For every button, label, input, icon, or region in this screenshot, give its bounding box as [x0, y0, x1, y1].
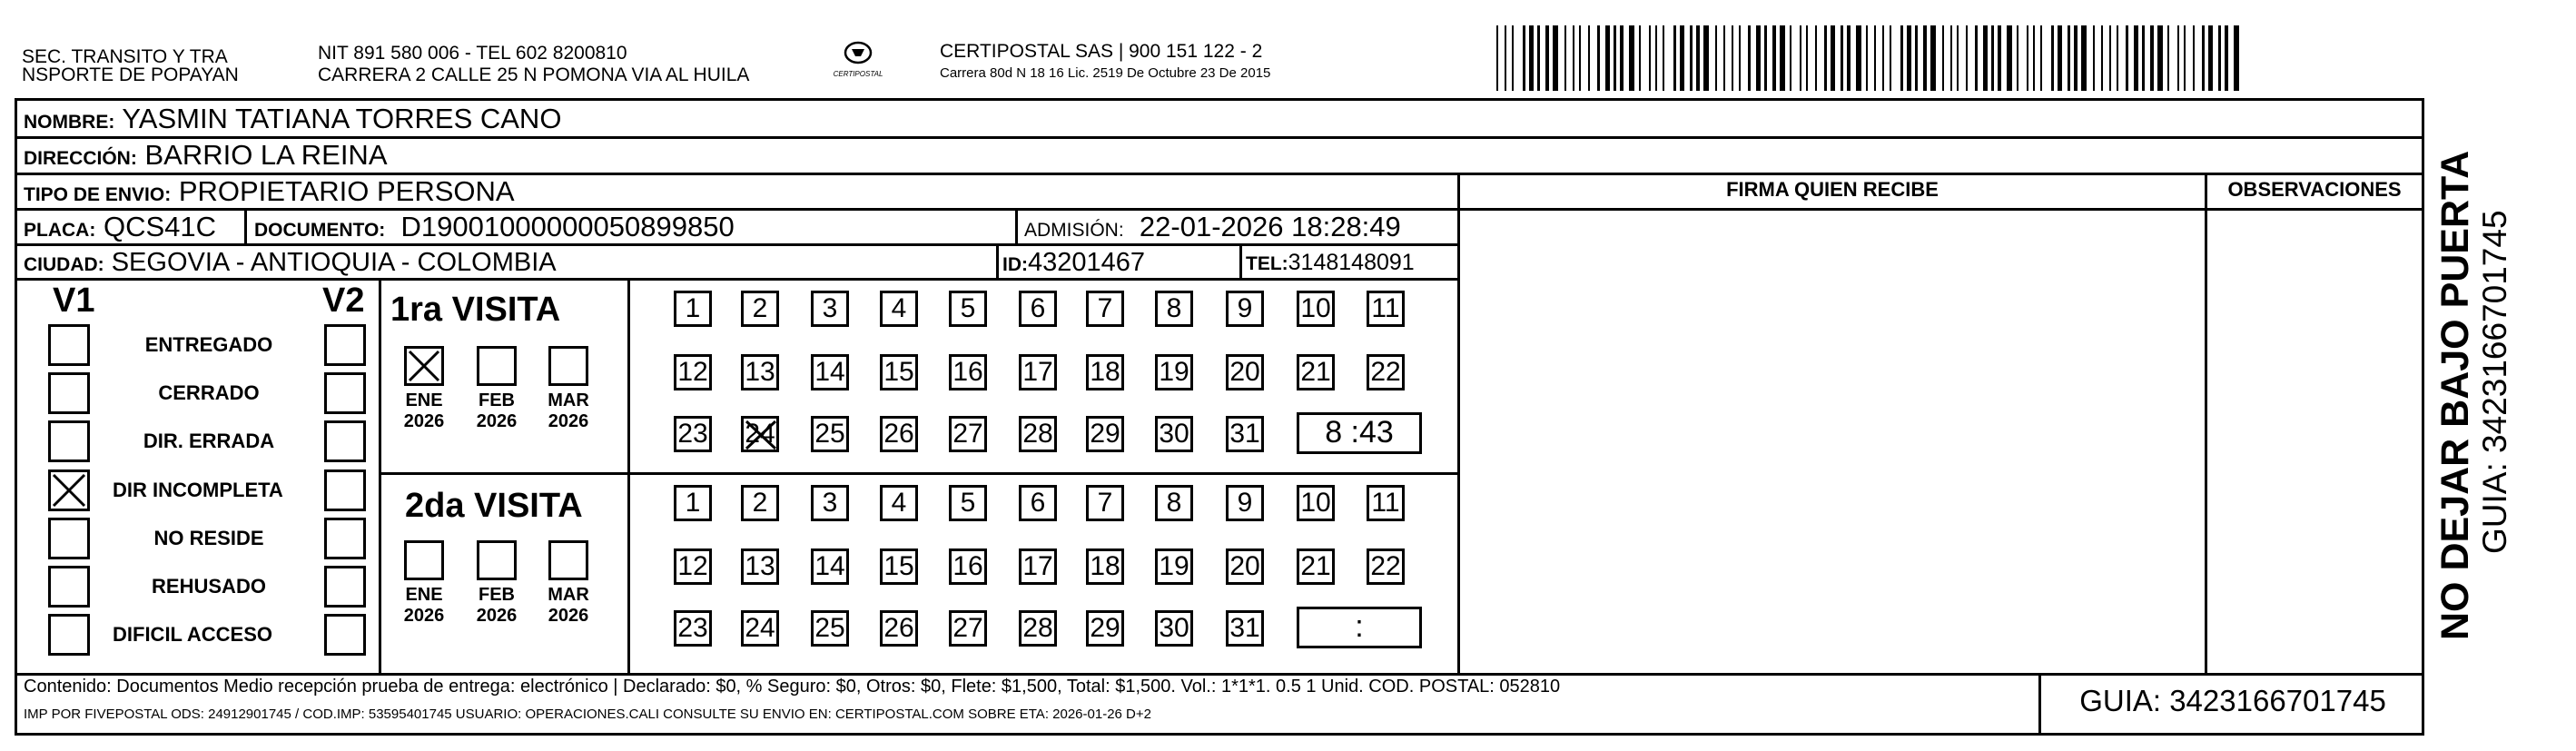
day-box[interactable] [1155, 485, 1193, 521]
day-box[interactable] [1019, 416, 1057, 452]
day-box[interactable] [1367, 354, 1405, 390]
barcode-bar [1950, 25, 1952, 91]
barcode-bar [1673, 25, 1676, 91]
barcode-bar [1998, 25, 2001, 91]
barcode-bar [2017, 25, 2018, 91]
v1-checkbox[interactable] [48, 372, 90, 414]
day-number: 5 [960, 293, 976, 323]
barcode-bar [1874, 25, 1876, 91]
day-box[interactable] [1155, 610, 1193, 647]
status-label: NO RESIDE [153, 527, 264, 549]
day-number: 11 [1371, 293, 1400, 323]
day-number: 17 [1022, 357, 1053, 387]
barcode-bar [1614, 25, 1616, 91]
warning-text: NO DEJAR BAJO PUERTA [2433, 150, 2477, 640]
status-label: DIFICIL ACCESO [113, 623, 273, 646]
v2-checkbox[interactable] [324, 469, 366, 511]
barcode-bar [1748, 25, 1751, 91]
v2-checkbox[interactable] [324, 420, 366, 462]
barcode-bar [1866, 25, 1868, 91]
barcode-bar [2117, 25, 2118, 91]
day-number: 9 [1237, 293, 1253, 323]
v1-checkbox[interactable] [48, 614, 90, 656]
barcode-bar [2051, 25, 2054, 91]
barcode-bar [2177, 25, 2179, 91]
v2-label: V2 [322, 282, 365, 320]
barcode-bar [2033, 25, 2035, 91]
contenido-text: Contenido: Documentos Medio recepción prueba de entrega: electrónico | Declarado: $0, % Seguro: $0, Otros: $0, Flete: $1,500, Total: $1,500. Vol.: 1*1*1. 0.5 1 Unid. COD. POSTAL: 052810 [24, 677, 1561, 697]
day-number: 9 [1237, 488, 1253, 518]
day-number: 18 [1090, 357, 1120, 387]
barcode-bar [1790, 25, 1791, 91]
barcode-bar [1723, 25, 1725, 91]
v1-label: V1 [53, 282, 95, 320]
company-license: Carrera 80d N 18 16 Lic. 2519 De Octubre 23 De 2015 [940, 65, 1271, 81]
day-box[interactable] [1086, 291, 1124, 327]
day-box[interactable] [741, 610, 779, 647]
barcode-bar [2101, 25, 2103, 91]
barcode-bar [1703, 25, 1709, 91]
day-number: 16 [952, 551, 983, 581]
day-box[interactable] [674, 485, 712, 521]
day-number: 29 [1090, 419, 1120, 449]
tipo-envio-value: PROPIETARIO PERSONA [178, 175, 515, 207]
barcode-bar [1764, 25, 1767, 91]
month-label: MAR 2026 [548, 390, 589, 431]
visit-time-field[interactable]: 8 :43 [1297, 412, 1422, 454]
status-label: DIR INCOMPLETA [113, 479, 283, 501]
barcode-bar [2234, 25, 2239, 91]
day-box[interactable] [1226, 416, 1264, 452]
day-box[interactable] [811, 416, 849, 452]
status-label: REHUSADO [152, 575, 266, 598]
day-number: 29 [1090, 613, 1120, 643]
barcode-bar [1900, 25, 1903, 91]
day-number: 14 [814, 357, 845, 387]
day-box[interactable] [1226, 485, 1264, 521]
barcode-bar [2202, 25, 2205, 91]
day-box[interactable] [674, 610, 712, 647]
barcode-bar [1505, 25, 1506, 91]
barcode-bar [1715, 25, 1717, 91]
barcode-bar [1824, 25, 1827, 91]
barcode-bar [1915, 25, 1918, 91]
day-box[interactable] [949, 291, 987, 327]
ciudad-field: CIUDAD: SEGOVIA - ANTIOQUIA - COLOMBIA [24, 248, 557, 277]
month-checkbox[interactable] [548, 346, 588, 386]
barcode-bar [2184, 25, 2186, 91]
day-box[interactable] [674, 416, 712, 452]
day-box[interactable] [1155, 354, 1193, 390]
observaciones-header: OBSERVACIONES [2227, 178, 2402, 201]
logo-text: CERTIPOSTAL [833, 70, 883, 78]
barcode-bar [1545, 25, 1549, 91]
day-box[interactable] [1019, 548, 1057, 585]
day-number: 13 [745, 357, 775, 387]
day-number: 15 [883, 551, 914, 581]
month-label: ENE 2026 [403, 585, 445, 626]
day-number: 6 [1030, 488, 1046, 518]
day-box[interactable] [880, 485, 918, 521]
barcode-bar [1991, 25, 1994, 91]
barcode-bar [1739, 25, 1741, 91]
day-number: 14 [814, 551, 845, 581]
day-box[interactable] [741, 416, 779, 452]
v2-checkbox[interactable] [324, 566, 366, 608]
day-number: 11 [1371, 488, 1400, 518]
day-number: 10 [1300, 293, 1331, 323]
barcode-bar [1579, 25, 1581, 91]
day-number: 31 [1229, 613, 1260, 643]
day-box[interactable] [674, 354, 712, 390]
day-number: 6 [1030, 293, 1046, 323]
day-box[interactable] [1086, 610, 1124, 647]
first-visit-title: 1ra VISITA [390, 291, 561, 329]
day-number: 21 [1300, 551, 1331, 581]
day-number: 15 [883, 357, 914, 387]
day-number: 24 [745, 613, 775, 643]
barcode-bar [1806, 25, 1808, 91]
day-number: 17 [1022, 551, 1053, 581]
day-box[interactable] [1155, 416, 1193, 452]
company-info: CERTIPOSTAL SAS | 900 151 122 - 2 [940, 41, 1263, 62]
day-box[interactable] [1019, 485, 1057, 521]
day-number: 4 [891, 293, 907, 323]
day-number: 31 [1229, 419, 1260, 449]
status-label: CERRADO [158, 381, 260, 404]
day-number: 19 [1159, 357, 1189, 387]
barcode-bar [1663, 25, 1664, 91]
day-box[interactable] [880, 354, 918, 390]
month-checkbox[interactable] [404, 540, 444, 580]
barcode-bar [1983, 25, 1988, 91]
sender-nit: NIT 891 580 006 - TEL 602 8200810 [318, 43, 627, 64]
sender-name-line2: NSPORTE DE POPAYAN [22, 64, 239, 85]
day-box[interactable] [674, 291, 712, 327]
tel-value: 3148148091 [1288, 250, 1415, 275]
nombre-field: NOMBRE: YASMIN TATIANA TORRES CANO [24, 103, 562, 134]
placa-field: PLACA: QCS41C [24, 211, 216, 242]
barcode-bar [2027, 25, 2028, 91]
day-number: 26 [883, 419, 914, 449]
v1-checkbox[interactable] [48, 420, 90, 462]
barcode-bar [1882, 25, 1884, 91]
day-box[interactable] [1155, 291, 1193, 327]
barcode-bar [2134, 25, 2138, 91]
day-number: 30 [1159, 419, 1189, 449]
day-number: 5 [960, 488, 976, 518]
barcode-bar [2040, 25, 2042, 91]
month-checkbox[interactable] [404, 346, 444, 386]
nombre-value: YASMIN TATIANA TORRES CANO [122, 103, 562, 134]
day-number: 28 [1022, 613, 1053, 643]
day-box[interactable] [1297, 354, 1335, 390]
day-number: 2 [752, 488, 768, 518]
day-box[interactable] [880, 291, 918, 327]
barcode-bar [2081, 25, 2087, 91]
certipostal-logo [817, 36, 899, 87]
barcode-bar [2058, 25, 2062, 91]
day-number: 22 [1370, 357, 1401, 387]
day-number: 12 [677, 551, 708, 581]
day-number: 8 [1166, 488, 1182, 518]
day-box[interactable] [880, 548, 918, 585]
month-label: ENE 2026 [403, 390, 445, 431]
direccion-value: BARRIO LA REINA [144, 139, 388, 171]
admision-field: ADMISIÓN: 22-01-2026 18:28:49 [1024, 211, 1401, 242]
day-box[interactable] [1367, 485, 1405, 521]
day-number: 21 [1300, 357, 1331, 387]
barcode-bar [1831, 25, 1835, 91]
day-box[interactable] [880, 416, 918, 452]
barcode-bar [2068, 25, 2070, 91]
barcode [1496, 25, 2243, 91]
day-number: 8 [1166, 293, 1182, 323]
day-number: 10 [1300, 488, 1331, 518]
barcode-bar [1923, 25, 1927, 91]
status-label: DIR. ERRADA [143, 430, 275, 452]
tel-field: TEL:3148148091 [1246, 250, 1415, 275]
day-box[interactable] [1226, 291, 1264, 327]
barcode-bar [1957, 25, 1959, 91]
day-box[interactable] [1297, 548, 1335, 585]
day-box[interactable] [1297, 485, 1335, 521]
barcode-bar [1529, 25, 1534, 91]
day-box[interactable] [811, 548, 849, 585]
day-number: 4 [891, 488, 907, 518]
barcode-bar [1620, 25, 1624, 91]
day-box[interactable] [1226, 548, 1264, 585]
sender-address: CARRERA 2 CALLE 25 N POMONA VIA AL HUILA [318, 64, 750, 85]
day-box[interactable] [1019, 291, 1057, 327]
ciudad-value: SEGOVIA - ANTIOQUIA - COLOMBIA [111, 248, 557, 277]
day-number: 7 [1097, 293, 1113, 323]
month-label: FEB 2026 [476, 585, 518, 626]
day-number: 30 [1159, 613, 1189, 643]
barcode-bar [1841, 25, 1843, 91]
day-number: 2 [752, 293, 768, 323]
barcode-bar [2109, 25, 2111, 91]
barcode-bar [1756, 25, 1761, 91]
footer-guia: GUIA: 3423166701745 [2079, 684, 2386, 717]
day-box[interactable] [1367, 548, 1405, 585]
day-box[interactable] [1367, 291, 1405, 327]
status-label: ENTREGADO [144, 333, 273, 356]
firma-header: FIRMA QUIEN RECIBE [1726, 178, 1939, 201]
day-box[interactable] [811, 610, 849, 647]
side-guia: GUIA: 3423166701745 [2476, 210, 2513, 554]
day-box[interactable] [741, 548, 779, 585]
barcode-bar [1553, 25, 1558, 91]
day-box[interactable] [1086, 548, 1124, 585]
barcode-bar [1696, 25, 1700, 91]
barcode-bar [1800, 25, 1801, 91]
barcode-bar [1942, 25, 1944, 91]
barcode-bar [1523, 25, 1525, 91]
barcode-bar [2225, 25, 2228, 91]
barcode-bar [1847, 25, 1851, 91]
barcode-bar [1597, 25, 1600, 91]
v2-checkbox[interactable] [324, 324, 366, 366]
day-box[interactable] [949, 610, 987, 647]
barcode-bar [1564, 25, 1566, 91]
documento-field: DOCUMENTO: D19001000000050899850 [254, 211, 735, 242]
month-checkbox[interactable] [548, 540, 588, 580]
barcode-bar [2142, 25, 2145, 91]
barcode-bar [1930, 25, 1936, 91]
day-box[interactable] [811, 485, 849, 521]
day-number: 1 [685, 488, 701, 518]
day-number: 20 [1229, 357, 1260, 387]
sender-name-line1: SEC. TRANSITO Y TRA [22, 46, 228, 67]
day-box[interactable] [811, 291, 849, 327]
day-box[interactable] [674, 548, 712, 585]
day-number: 23 [677, 419, 708, 449]
barcode-bar [1966, 25, 1968, 91]
day-number: 25 [814, 419, 845, 449]
day-box[interactable] [1019, 354, 1057, 390]
barcode-bar [1573, 25, 1574, 91]
barcode-bar [2218, 25, 2221, 91]
day-number: 23 [677, 613, 708, 643]
barcode-bar [2007, 25, 2012, 91]
barcode-bar [2093, 25, 2095, 91]
id-value: 43201467 [1028, 248, 1146, 277]
day-number: 26 [883, 613, 914, 643]
day-number: 7 [1097, 488, 1113, 518]
day-box[interactable] [949, 548, 987, 585]
barcode-bar [1690, 25, 1693, 91]
day-number: 1 [685, 293, 701, 323]
day-number: 13 [745, 551, 775, 581]
v2-checkbox[interactable] [324, 614, 366, 656]
day-box[interactable] [1226, 610, 1264, 647]
day-number: 19 [1159, 551, 1189, 581]
day-box[interactable] [1086, 354, 1124, 390]
v1-checkbox[interactable] [48, 518, 90, 559]
day-number: 3 [822, 293, 838, 323]
month-checkbox[interactable] [477, 346, 517, 386]
tipo-envio-field: TIPO DE ENVIO: PROPIETARIO PERSONA [24, 175, 515, 207]
barcode-bar [1856, 25, 1861, 91]
documento-value: D19001000000050899850 [400, 211, 735, 242]
day-number: 22 [1370, 551, 1401, 581]
day-number: 24 [745, 419, 775, 449]
day-number: 3 [822, 488, 838, 518]
v1-checkbox[interactable] [48, 566, 90, 608]
imp-text: IMP POR FIVEPOSTAL ODS: 24912901745 / COD.IMP: 53595401745 USUARIO: OPERACIONES.CALI CONSULTE SU ENVIO EN: CERTIPOSTAL.COM SOBRE ETA: 2026-01-26 D+2 [24, 707, 1151, 722]
barcode-bar [2208, 25, 2213, 91]
day-number: 18 [1090, 551, 1120, 581]
direccion-field: DIRECCIÓN: BARRIO LA REINA [24, 139, 388, 171]
day-box[interactable] [1086, 416, 1124, 452]
barcode-bar [1890, 25, 1891, 91]
barcode-bar [1629, 25, 1634, 91]
x-mark-icon [51, 472, 87, 509]
barcode-bar [1537, 25, 1540, 91]
month-checkbox[interactable] [477, 540, 517, 580]
v2-checkbox[interactable] [324, 518, 366, 559]
day-box[interactable] [1297, 291, 1335, 327]
day-number: 27 [952, 419, 983, 449]
barcode-bar [2074, 25, 2078, 91]
day-box[interactable] [880, 610, 918, 647]
barcode-bar [1649, 25, 1651, 91]
barcode-bar [2150, 25, 2154, 91]
day-number: 25 [814, 613, 845, 643]
barcode-bar [1815, 25, 1817, 91]
day-number: 16 [952, 357, 983, 387]
month-label: MAR 2026 [548, 585, 589, 626]
day-box[interactable] [1086, 485, 1124, 521]
barcode-bar [2157, 25, 2163, 91]
day-box[interactable] [741, 291, 779, 327]
day-box[interactable] [741, 354, 779, 390]
barcode-bar [1588, 25, 1590, 91]
visit-time-field[interactable]: : [1297, 607, 1422, 648]
day-box[interactable] [949, 416, 987, 452]
barcode-bar [1907, 25, 1911, 91]
barcode-bar [1512, 25, 1514, 91]
day-box[interactable] [811, 354, 849, 390]
day-box[interactable] [1226, 354, 1264, 390]
barcode-bar [1732, 25, 1733, 91]
barcode-bar [1655, 25, 1657, 91]
barcode-bar [1780, 25, 1785, 91]
v1-checkbox[interactable] [48, 469, 90, 511]
second-visit-title: 2da VISITA [405, 487, 583, 525]
barcode-bar [1496, 25, 1498, 91]
day-box[interactable] [949, 354, 987, 390]
admision-value: 22-01-2026 18:28:49 [1139, 211, 1401, 242]
v2-checkbox[interactable] [324, 372, 366, 414]
day-number: 12 [677, 357, 708, 387]
barcode-bar [2167, 25, 2169, 91]
day-number: 20 [1229, 551, 1260, 581]
day-box[interactable] [949, 485, 987, 521]
barcode-bar [1975, 25, 1978, 91]
x-mark-icon [407, 349, 441, 383]
v1-checkbox[interactable] [48, 324, 90, 366]
barcode-bar [2126, 25, 2128, 91]
day-number: 27 [952, 613, 983, 643]
barcode-bar [1680, 25, 1684, 91]
barcode-bar [1772, 25, 1776, 91]
barcode-bar [1605, 25, 1610, 91]
x-mark-icon [744, 419, 778, 451]
barcode-bar [1639, 25, 1641, 91]
barcode-bar [2193, 25, 2195, 91]
day-box[interactable] [1155, 548, 1193, 585]
month-label: FEB 2026 [476, 390, 518, 431]
day-number: 28 [1022, 419, 1053, 449]
day-box[interactable] [1019, 610, 1057, 647]
day-box[interactable] [741, 485, 779, 521]
id-field: ID:43201467 [1002, 248, 1146, 277]
placa-value: QCS41C [103, 211, 216, 242]
